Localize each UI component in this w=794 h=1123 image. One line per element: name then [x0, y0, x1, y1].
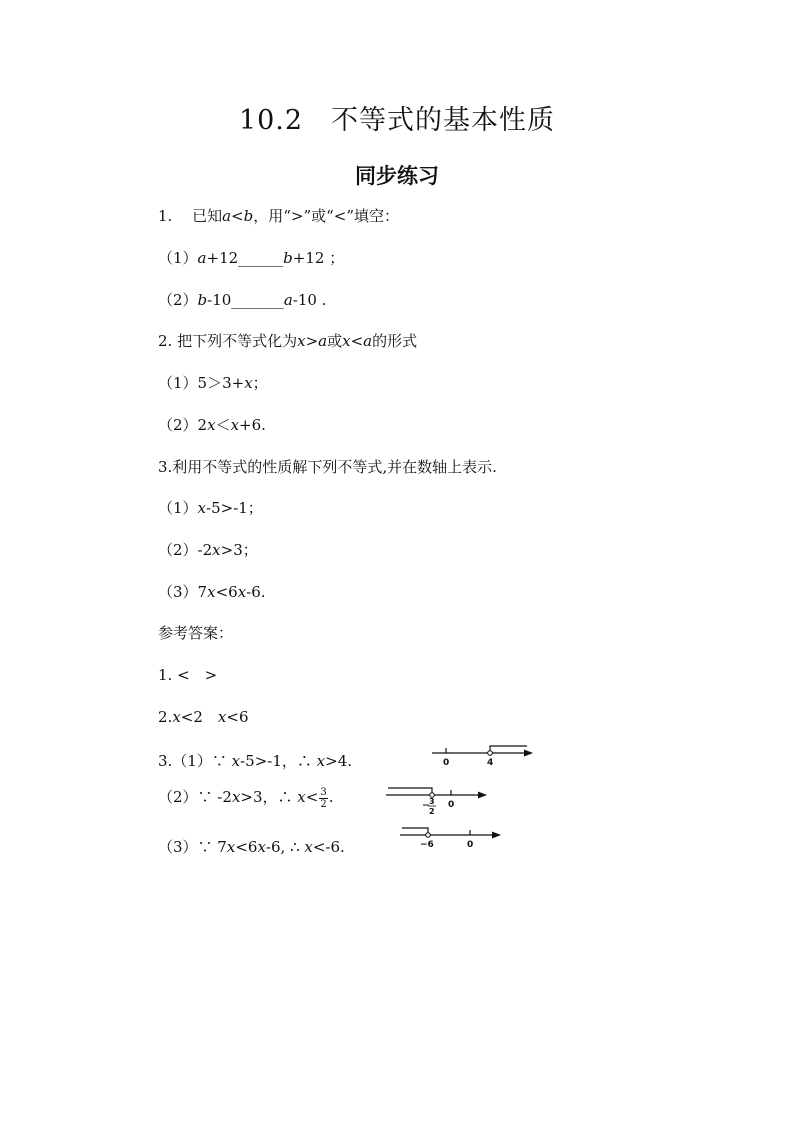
question-3-part-2: （2）-2x>3； — [158, 541, 258, 559]
page-subtitle: 同步练习 — [355, 163, 439, 188]
label-minus: − — [422, 801, 430, 811]
solution-ray — [388, 788, 432, 795]
page-title: 10.2 不等式的基本性质 — [238, 105, 556, 136]
label-numerator: 3 — [429, 797, 435, 806]
question-3-stem: 3.利用不等式的性质解下列不等式,并在数轴上表示. — [158, 458, 497, 476]
answer-3-part-1: 3.（1）∵ x-5>-1，∴ x>4. — [158, 752, 353, 770]
answer-3-part-2: （2）∵ -2x>3，∴ x< $\frac{3}{2}$ . — [158, 786, 334, 810]
label-zero: 0 — [443, 758, 450, 768]
question-2-part-2: （2）2x＜x+6. — [158, 416, 266, 434]
question-3-part-1: （1）x-5>-1； — [158, 499, 263, 517]
question-2-part-1: （1）5＞3+x； — [158, 374, 268, 392]
answers-heading: 参考答案： — [158, 624, 234, 642]
question-1-part-2: （2）b-10_______a-10 . — [158, 291, 327, 309]
axis-arrow-icon — [478, 792, 487, 799]
label-minus-six: −6 — [420, 840, 434, 850]
question-3-part-3: （3）7x<6x-6. — [158, 583, 266, 601]
axis-arrow-icon — [524, 750, 533, 757]
number-line-x-lt-minus-6 — [398, 824, 504, 850]
answer-1: 1. < > — [158, 666, 218, 684]
open-circle-point — [426, 833, 431, 838]
question-2-stem: 2. 把下列不等式化为x>a或x<a的形式 — [158, 332, 418, 350]
axis-arrow-icon — [492, 832, 501, 839]
label-four: 4 — [487, 758, 494, 768]
question-1-part-1: （1）a+12______b+12 ； — [158, 249, 345, 267]
number-line-x-lt-three-halves — [384, 784, 490, 818]
question-1-stem: 1. 已知a<b，用“>”或“<”填空： — [158, 207, 400, 225]
answer-3-part-3: （3）∵ 7x<6x-6, ∴ x<-6. — [158, 838, 345, 856]
label-zero: 0 — [448, 800, 455, 810]
solution-ray — [402, 828, 428, 835]
number-line-x-gt-4 — [430, 742, 535, 768]
label-zero: 0 — [467, 840, 474, 850]
open-circle-point — [488, 751, 493, 756]
label-denominator: 2 — [429, 807, 435, 816]
answer-2: 2.x<2 x<6 — [158, 708, 249, 726]
fraction-three-halves: $\frac{3}{2}$ — [320, 786, 327, 810]
solution-ray — [490, 746, 527, 753]
